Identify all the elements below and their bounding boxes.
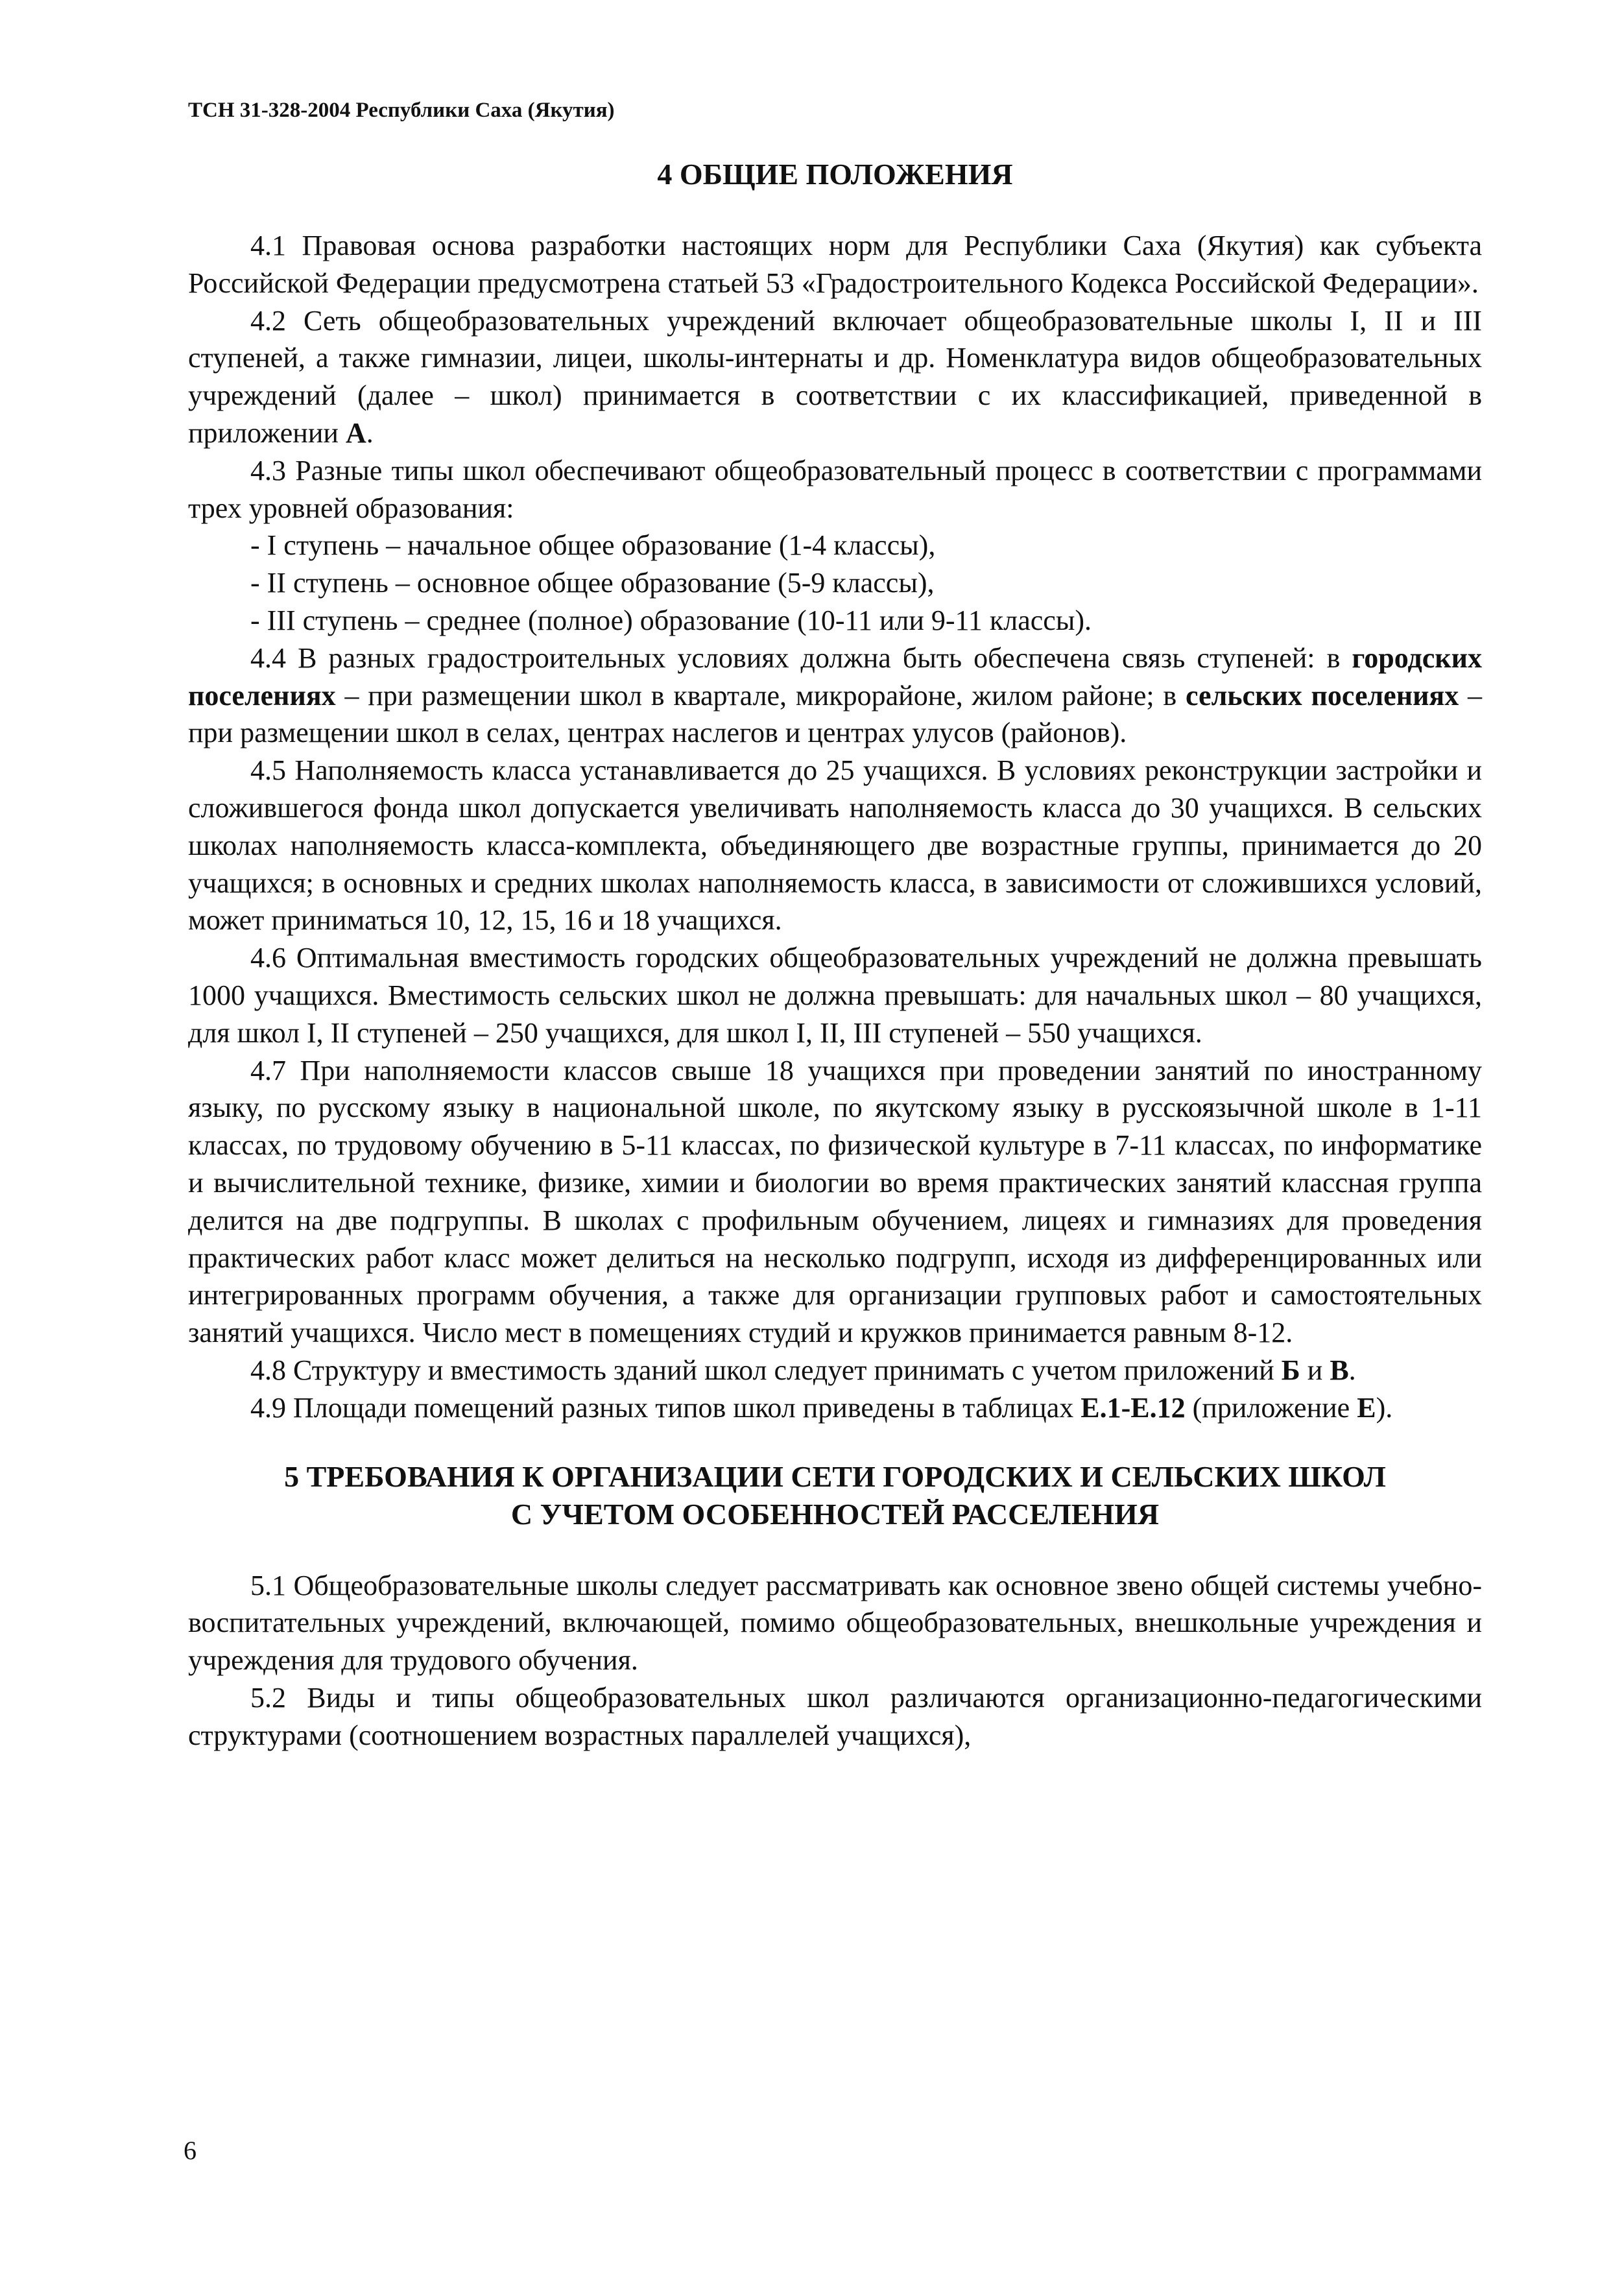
education-level-item: - II ступень – основное общее образование (5-9 классы), bbox=[250, 567, 935, 599]
appendix-a-reference: А bbox=[345, 416, 366, 449]
education-level-item: - I ступень – начальное общее образование (1-4 классы), bbox=[250, 529, 936, 562]
paragraph-4-8-text: 4.8 Структуру и вместимость зданий школ следует принимать с учетом приложений bbox=[250, 1354, 1282, 1386]
paragraph-4-9 bbox=[188, 1389, 1482, 1427]
paragraph-4-3: 4.3 Разные типы школ обеспечивают общеобразовательный процесс в соответствии с программами трех уровней образования: bbox=[188, 454, 1482, 524]
paragraph-4-8-mid: и bbox=[1300, 1354, 1330, 1386]
paragraph-4-6: 4.6 Оптимальная вместимость городских общеобразовательных учреждений не должна превышать 1000 учащихся. Вместимость сельских школ не должна превышать: для начальных школ – 80 учащихся, для школ I, II ступеней – 250 учащихся, для школ I, II, III ступеней – 550 учащихся. bbox=[188, 942, 1482, 1049]
paragraph-4-4-rural-text: – при размещении школ в селах, центрах наслегов и центрах улусов (районов). bbox=[188, 679, 1483, 749]
paragraph-4-2 bbox=[188, 302, 1482, 452]
education-level-item: - III ступень – среднее (полное) образование (10-11 или 9-11 классы). bbox=[250, 604, 1092, 636]
paragraph-4-2-text: 4.2 Сеть общеобразовательных учреждений включает общеобразовательные школы I, II и III ступеней, а также гимназии, лицеи, школы-интернаты и др. Номенклатура видов общеобразовательных учреждений (далее – школ) принимается в соответствии с их классификацией, приведенной в приложении bbox=[188, 304, 1482, 449]
paragraph-4-9-text: 4.9 Площади помещений разных типов школ приведены в таблицах bbox=[250, 1391, 1081, 1424]
page-number: 6 bbox=[184, 2136, 197, 2165]
paragraph-4-1: 4.1 Правовая основа разработки настоящих норм для Республики Саха (Якутия) как субъекта Российской Федерации предусмотрена статьей 53 «Градостроительного Кодекса Российской Федерации». bbox=[188, 230, 1482, 299]
paragraph-4-9-mid: (приложение bbox=[1185, 1391, 1357, 1424]
paragraph-4-4-urban-text: – при размещении школ в квартале, микрорайоне, жилом районе; в bbox=[335, 679, 1186, 712]
paragraph-5-1: 5.1 Общеобразовательные школы следует рассматривать как основное звено общей системы учебно-воспитательных учреждений, включающей, помимо общеобразовательных, внешкольные учреждения и учреждения для трудового обучения. bbox=[188, 1569, 1482, 1677]
section-5-title-line-2: С УЧЕТОМ ОСОБЕННОСТЕЙ РАССЕЛЕНИЯ bbox=[510, 1497, 1160, 1531]
section-4-title: 4 ОБЩИЕ ПОЛОЖЕНИЯ bbox=[657, 158, 1013, 191]
running-header: ТСН 31-328-2004 Республики Саха (Якутия) bbox=[188, 99, 615, 122]
paragraph-4-7: 4.7 При наполняемости классов свыше 18 учащихся при проведении занятий по иностранному языку, по русскому языку в национальной школе, по якутскому языку в русскоязычной школе в 1-11 классах, по трудовому обучению в 5-11 классах, по физической культуре в 7-11 классах, по информатике и вычислительной технике, физике, химии и биологии во время практических занятий классная группа делится на две подгруппы. В школах с профильным обучением, лицеях и гимназиях для проведения практических работ класс может делиться на несколько подгрупп, исходя из дифференцированных или интегрированных программ обучения, а также для организации групповых работ и самостоятельных занятий учащихся. Число мест в помещениях студий и кружков принимается равным 8-12. bbox=[188, 1054, 1482, 1349]
paragraph-4-8 bbox=[188, 1352, 1482, 1389]
document-page bbox=[188, 97, 1482, 1754]
paragraph-4-2-end: . bbox=[366, 416, 374, 449]
rural-settlements-term: сельских поселениях bbox=[1185, 679, 1459, 712]
urban-settlements-term: городских поселениях bbox=[188, 641, 1482, 712]
paragraph-4-4-intro: 4.4 В разных градостроительных условиях должна быть обеспечена связь ступеней: в bbox=[250, 641, 1352, 674]
paragraph-4-8-end: . bbox=[1348, 1354, 1356, 1386]
paragraph-4-9-end: ). bbox=[1376, 1391, 1393, 1424]
appendix-b-reference: Б bbox=[1281, 1354, 1300, 1386]
section-5-title-line-1: 5 ТРЕБОВАНИЯ К ОРГАНИЗАЦИИ СЕТИ ГОРОДСКИХ И СЕЛЬСКИХ ШКОЛ bbox=[284, 1459, 1386, 1493]
tables-reference: Е.1-Е.12 bbox=[1081, 1391, 1186, 1424]
paragraph-4-5: 4.5 Наполняемость класса устанавливается до 25 учащихся. В условиях реконструкции застройки и сложившегося фонда школ допускается увеличивать наполняемость класса до 30 учащихся. В сельских школах наполняемость класса-комплекта, объединяющего две возрастные группы, принимается до 20 учащихся; в основных и средних школах наполняемость класса, в зависимости от сложившихся условий, может приниматься 10, 12, 15, 16 и 18 учащихся. bbox=[188, 754, 1482, 937]
paragraph-4-4 bbox=[188, 640, 1482, 752]
appendix-v-reference: В bbox=[1330, 1354, 1349, 1386]
section-5-title bbox=[188, 1458, 1482, 1533]
appendix-e-reference: Е bbox=[1357, 1391, 1376, 1424]
paragraph-5-2: 5.2 Виды и типы общеобразовательных школ различаются организационно-педагогическими структурами (соотношением возрастных параллелей учащихся), bbox=[188, 1681, 1482, 1751]
